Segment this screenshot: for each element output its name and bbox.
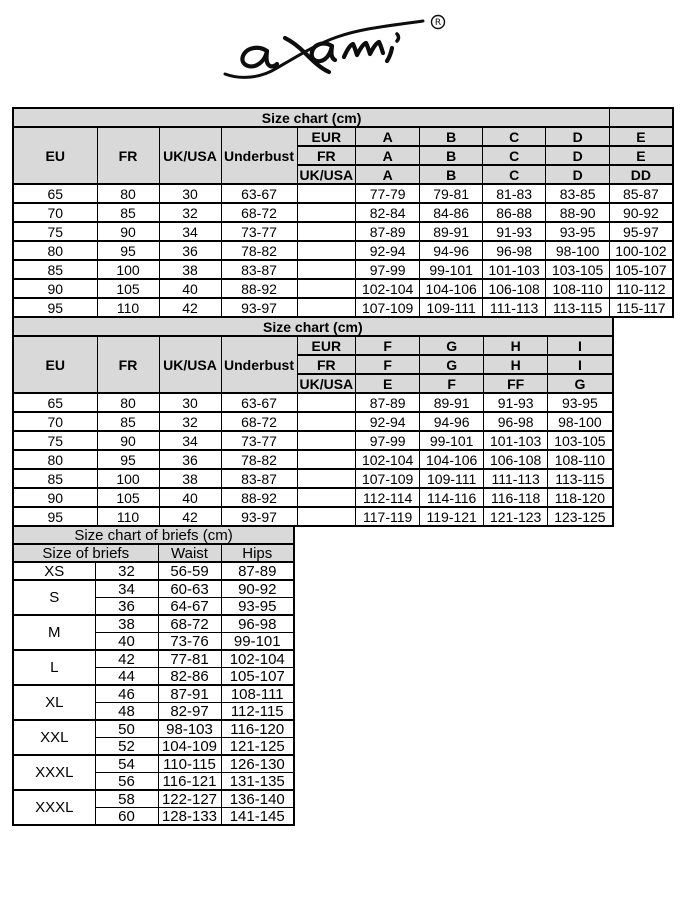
table-cell: 68-72: [221, 412, 297, 431]
briefs-size-label: S: [13, 580, 95, 615]
table-cell: 80: [13, 450, 97, 469]
table-cell: 106-108: [483, 279, 546, 298]
table-cell: 95: [13, 507, 97, 526]
table-cell: 85: [13, 469, 97, 488]
table-cell: 121-125: [221, 738, 294, 756]
table-cell: 80: [97, 393, 159, 412]
logo-i-dot: [397, 34, 399, 41]
table-cell: [297, 279, 356, 298]
table-cell: 38: [95, 615, 158, 633]
table-cell: 68-72: [221, 203, 297, 222]
cup-system-label: EUR: [297, 127, 356, 146]
table-cell: 85-87: [610, 184, 673, 203]
table-cell: 103-105: [546, 260, 610, 279]
table-cell: 85: [97, 412, 159, 431]
table-cell: 141-145: [221, 808, 294, 826]
cup-header: H: [484, 336, 548, 355]
column-header-fr: FR: [97, 127, 159, 184]
table-cell: 56-59: [158, 562, 221, 580]
table-cell: 81-83: [483, 184, 546, 203]
table-cell: 107-109: [356, 298, 420, 317]
table-row: [13, 507, 613, 526]
table-cell: 119-121: [420, 507, 484, 526]
bra-size-chart-a-e: [12, 107, 674, 318]
table-row: [13, 393, 613, 412]
table-cell: 94-96: [420, 412, 484, 431]
table-cell: 82-84: [356, 203, 420, 222]
table-cell: 106-108: [484, 450, 548, 469]
table-cell: 90: [97, 431, 159, 450]
table-cell: 88-92: [221, 488, 297, 507]
cup-header: B: [420, 146, 483, 165]
table-cell: 111-113: [483, 298, 546, 317]
cup-header: A: [356, 146, 420, 165]
table-cell: 93-95: [546, 222, 610, 241]
table-cell: 78-82: [221, 450, 297, 469]
column-header-size-of-briefs: Size of briefs: [13, 544, 158, 562]
logo-letter-m: [344, 42, 383, 57]
table-cell: [297, 241, 356, 260]
table-cell: [297, 488, 356, 507]
cup-header: I: [548, 336, 613, 355]
table-cell: 83-87: [221, 260, 297, 279]
table-cell: 112-114: [356, 488, 420, 507]
table-row: [13, 755, 294, 773]
table-cell: 102-104: [356, 450, 420, 469]
briefs-chart-body: [13, 562, 294, 825]
table-cell: 95: [97, 241, 159, 260]
table-cell: [297, 507, 356, 526]
table-cell: 112-115: [221, 703, 294, 721]
table-cell: 42: [159, 298, 221, 317]
table-cell: 99-101: [420, 260, 483, 279]
table-cell: 128-133: [158, 808, 221, 826]
cup-header: F: [420, 374, 484, 393]
axami-logo: [0, 0, 684, 102]
briefs-size-label: XS: [13, 562, 95, 580]
cup-header: E: [356, 374, 420, 393]
table-cell: 102-104: [221, 650, 294, 668]
table-cell: 75: [13, 431, 97, 450]
table-row: [13, 298, 673, 317]
table-cell: 32: [95, 562, 158, 580]
table-cell: 105: [97, 279, 159, 298]
table-cell: 90-92: [221, 580, 294, 598]
table-cell: 108-110: [546, 279, 610, 298]
table-cell: 100: [97, 469, 159, 488]
table-cell: 115-117: [610, 298, 673, 317]
table-cell: 90: [97, 222, 159, 241]
table-cell: 68-72: [158, 615, 221, 633]
table-cell: 88-90: [546, 203, 610, 222]
cup-system-label: FR: [297, 146, 356, 165]
table-cell: 30: [159, 393, 221, 412]
table-cell: 32: [159, 412, 221, 431]
table-cell: 95: [97, 450, 159, 469]
table-cell: 93-95: [548, 393, 613, 412]
table-cell: [297, 203, 356, 222]
table-cell: 34: [159, 431, 221, 450]
table-cell: 48: [95, 703, 158, 721]
table-cell: 99-101: [420, 431, 484, 450]
table-cell: 65: [13, 184, 97, 203]
cup-header: E: [610, 127, 673, 146]
cup-header: H: [484, 355, 548, 374]
table-cell: 88-92: [221, 279, 297, 298]
cup-header: D: [546, 146, 610, 165]
table-cell: 83-85: [546, 184, 610, 203]
table-cell: 86-88: [483, 203, 546, 222]
bra-chart-2-body: [13, 393, 613, 526]
table-cell: 44: [95, 668, 158, 686]
table-cell: 92-94: [356, 241, 420, 260]
table-cell: 91-93: [483, 222, 546, 241]
table-cell: 30: [159, 184, 221, 203]
briefs-size-chart: [12, 525, 295, 826]
table-cell: 93-97: [221, 298, 297, 317]
title-spacer-cell: [610, 108, 673, 127]
table-title: Size chart (cm): [13, 108, 610, 127]
cup-header: C: [483, 146, 546, 165]
column-header-underbust: Underbust: [221, 127, 297, 184]
cup-system-label: EUR: [297, 336, 356, 355]
header-row: [13, 336, 613, 355]
table-cell: 110-112: [610, 279, 673, 298]
table-cell: 107-109: [356, 469, 420, 488]
cup-header: E: [610, 146, 673, 165]
table-cell: 79-81: [420, 184, 483, 203]
table-cell: 82-97: [158, 703, 221, 721]
cup-header: C: [483, 165, 546, 184]
table-cell: 113-115: [546, 298, 610, 317]
table-cell: 97-99: [356, 431, 420, 450]
table-row: [13, 203, 673, 222]
table-cell: 118-120: [548, 488, 613, 507]
table-row: [13, 790, 294, 808]
column-header-eu: EU: [13, 336, 97, 393]
table-row: [13, 431, 613, 450]
briefs-size-label: XL: [13, 685, 95, 720]
table-cell: 70: [13, 203, 97, 222]
cup-system-label: UK/USA: [297, 374, 356, 393]
table-cell: 108-111: [221, 685, 294, 703]
title-row: [13, 108, 673, 127]
table-row: [13, 469, 613, 488]
table-cell: 121-123: [484, 507, 548, 526]
table-cell: 54: [95, 755, 158, 773]
table-cell: 65: [13, 393, 97, 412]
table-cell: 105-107: [221, 668, 294, 686]
table-cell: 42: [159, 507, 221, 526]
table-cell: 90-92: [610, 203, 673, 222]
table-cell: 36: [159, 241, 221, 260]
cup-system-label: FR: [297, 355, 356, 374]
table-cell: 32: [159, 203, 221, 222]
table-cell: 63-67: [221, 184, 297, 203]
table-cell: 96-98: [484, 412, 548, 431]
title-row: [13, 526, 294, 544]
table-cell: 116-118: [484, 488, 548, 507]
table-cell: 50: [95, 720, 158, 738]
table-cell: 77-81: [158, 650, 221, 668]
table-cell: [297, 222, 356, 241]
table-cell: 75: [13, 222, 97, 241]
table-cell: 40: [95, 633, 158, 651]
table-cell: 99-101: [221, 633, 294, 651]
table-cell: 42: [95, 650, 158, 668]
table-cell: 104-109: [158, 738, 221, 756]
bra-size-chart-f-i: [12, 316, 614, 527]
table-cell: 85: [13, 260, 97, 279]
table-cell: 82-86: [158, 668, 221, 686]
briefs-size-label: L: [13, 650, 95, 685]
table-row: [13, 412, 613, 431]
table-cell: 126-130: [221, 755, 294, 773]
cup-header: A: [356, 165, 420, 184]
table-row: [13, 222, 673, 241]
table-row: [13, 450, 613, 469]
table-cell: 97-99: [356, 260, 420, 279]
table-cell: 89-91: [420, 393, 484, 412]
table-cell: 38: [159, 260, 221, 279]
table-cell: 96-98: [221, 615, 294, 633]
table-row: [13, 580, 294, 598]
table-cell: 131-135: [221, 773, 294, 791]
table-cell: 123-125: [548, 507, 613, 526]
table-cell: 64-67: [158, 598, 221, 616]
table-cell: [297, 431, 356, 450]
title-row: [13, 317, 613, 336]
column-header-waist: Waist: [158, 544, 221, 562]
axami-logo-script: [211, 10, 473, 98]
table-row: [13, 260, 673, 279]
cup-header: D: [546, 165, 610, 184]
registered-trademark-letter: R: [434, 18, 442, 28]
table-cell: [297, 469, 356, 488]
table-cell: 96-98: [483, 241, 546, 260]
cup-header: F: [356, 355, 420, 374]
table-cell: 73-77: [221, 431, 297, 450]
table-row: [13, 279, 673, 298]
table-cell: 108-110: [548, 450, 613, 469]
table-cell: 90: [13, 279, 97, 298]
table-cell: 98-100: [548, 412, 613, 431]
table-cell: 87-89: [356, 393, 420, 412]
table-cell: 78-82: [221, 241, 297, 260]
cup-header: F: [356, 336, 420, 355]
table-cell: [297, 260, 356, 279]
table-cell: 104-106: [420, 450, 484, 469]
table-cell: 58: [95, 790, 158, 808]
table-cell: 105: [97, 488, 159, 507]
table-cell: 40: [159, 279, 221, 298]
table-cell: [297, 450, 356, 469]
column-header-eu: EU: [13, 127, 97, 184]
table-cell: 104-106: [420, 279, 483, 298]
table-cell: 56: [95, 773, 158, 791]
table-cell: 116-121: [158, 773, 221, 791]
table-cell: [297, 393, 356, 412]
table-cell: 87-89: [356, 222, 420, 241]
table-cell: 63-67: [221, 393, 297, 412]
table-cell: 109-111: [420, 298, 483, 317]
table-cell: 83-87: [221, 469, 297, 488]
table-cell: 101-103: [483, 260, 546, 279]
table-cell: 87-89: [221, 562, 294, 580]
table-cell: 84-86: [420, 203, 483, 222]
logo-letter-i: [387, 48, 392, 61]
table-cell: 95-97: [610, 222, 673, 241]
cup-header: C: [483, 127, 546, 146]
table-cell: [297, 412, 356, 431]
table-cell: 94-96: [420, 241, 483, 260]
cup-header: B: [420, 127, 483, 146]
table-cell: 91-93: [484, 393, 548, 412]
table-row: [13, 615, 294, 633]
table-cell: 111-113: [484, 469, 548, 488]
briefs-size-label: XXXL: [13, 755, 95, 790]
table-row: [13, 241, 673, 260]
logo-letter-a1: [242, 48, 277, 67]
table-cell: 73-77: [221, 222, 297, 241]
cup-header: G: [420, 355, 484, 374]
table-cell: 95: [13, 298, 97, 317]
cup-header: B: [420, 165, 483, 184]
table-cell: 80: [97, 184, 159, 203]
table-cell: 80: [13, 241, 97, 260]
briefs-size-label: XXXL: [13, 790, 95, 825]
table-cell: 60-63: [158, 580, 221, 598]
table-cell: 122-127: [158, 790, 221, 808]
column-header-fr: FR: [97, 336, 159, 393]
cup-header: A: [356, 127, 420, 146]
table-cell: [297, 298, 356, 317]
column-header-underbust: Underbust: [221, 336, 297, 393]
column-header-ukusa: UK/USA: [159, 127, 221, 184]
cup-system-label: UK/USA: [297, 165, 356, 184]
bra-chart-1-body: [13, 184, 673, 317]
table-cell: 110: [97, 298, 159, 317]
table-cell: 109-111: [420, 469, 484, 488]
table-cell: 105-107: [610, 260, 673, 279]
table-cell: 34: [159, 222, 221, 241]
table-cell: 70: [13, 412, 97, 431]
table-row: [13, 488, 613, 507]
table-cell: 117-119: [356, 507, 420, 526]
briefs-size-label: XXL: [13, 720, 95, 755]
table-row: [13, 720, 294, 738]
table-cell: 116-120: [221, 720, 294, 738]
table-cell: 114-116: [420, 488, 484, 507]
cup-header: G: [548, 374, 613, 393]
table-row: [13, 650, 294, 668]
table-cell: 60: [95, 808, 158, 826]
table-row: [13, 562, 294, 580]
table-cell: 46: [95, 685, 158, 703]
header-row: [13, 127, 673, 146]
table-row: [13, 184, 673, 203]
table-cell: 90: [13, 488, 97, 507]
cup-header: DD: [610, 165, 673, 184]
table-cell: 93-97: [221, 507, 297, 526]
table-cell: 110: [97, 507, 159, 526]
table-title: Size chart (cm): [13, 317, 613, 336]
cup-header: D: [546, 127, 610, 146]
logo-letter-a2: [312, 44, 335, 62]
column-header-hips: Hips: [221, 544, 294, 562]
table-cell: 92-94: [356, 412, 420, 431]
table-cell: 36: [159, 450, 221, 469]
table-cell: 100-102: [610, 241, 673, 260]
table-cell: 89-91: [420, 222, 483, 241]
table-cell: 98-100: [546, 241, 610, 260]
briefs-size-label: M: [13, 615, 95, 650]
header-row: [13, 544, 294, 562]
table-cell: 102-104: [356, 279, 420, 298]
table-cell: 113-115: [548, 469, 613, 488]
table-cell: 73-76: [158, 633, 221, 651]
table-cell: 110-115: [158, 755, 221, 773]
table-cell: 93-95: [221, 598, 294, 616]
cup-header: I: [548, 355, 613, 374]
table-cell: 40: [159, 488, 221, 507]
table-cell: 101-103: [484, 431, 548, 450]
table-title: Size chart of briefs (cm): [13, 526, 294, 544]
table-cell: [297, 184, 356, 203]
table-cell: 100: [97, 260, 159, 279]
table-cell: 38: [159, 469, 221, 488]
table-cell: 87-91: [158, 685, 221, 703]
cup-header: G: [420, 336, 484, 355]
table-cell: 36: [95, 598, 158, 616]
table-cell: 103-105: [548, 431, 613, 450]
table-cell: 85: [97, 203, 159, 222]
table-cell: 136-140: [221, 790, 294, 808]
table-cell: 34: [95, 580, 158, 598]
table-cell: 98-103: [158, 720, 221, 738]
table-cell: 77-79: [356, 184, 420, 203]
table-row: [13, 685, 294, 703]
column-header-ukusa: UK/USA: [159, 336, 221, 393]
table-cell: 52: [95, 738, 158, 756]
cup-header: FF: [484, 374, 548, 393]
